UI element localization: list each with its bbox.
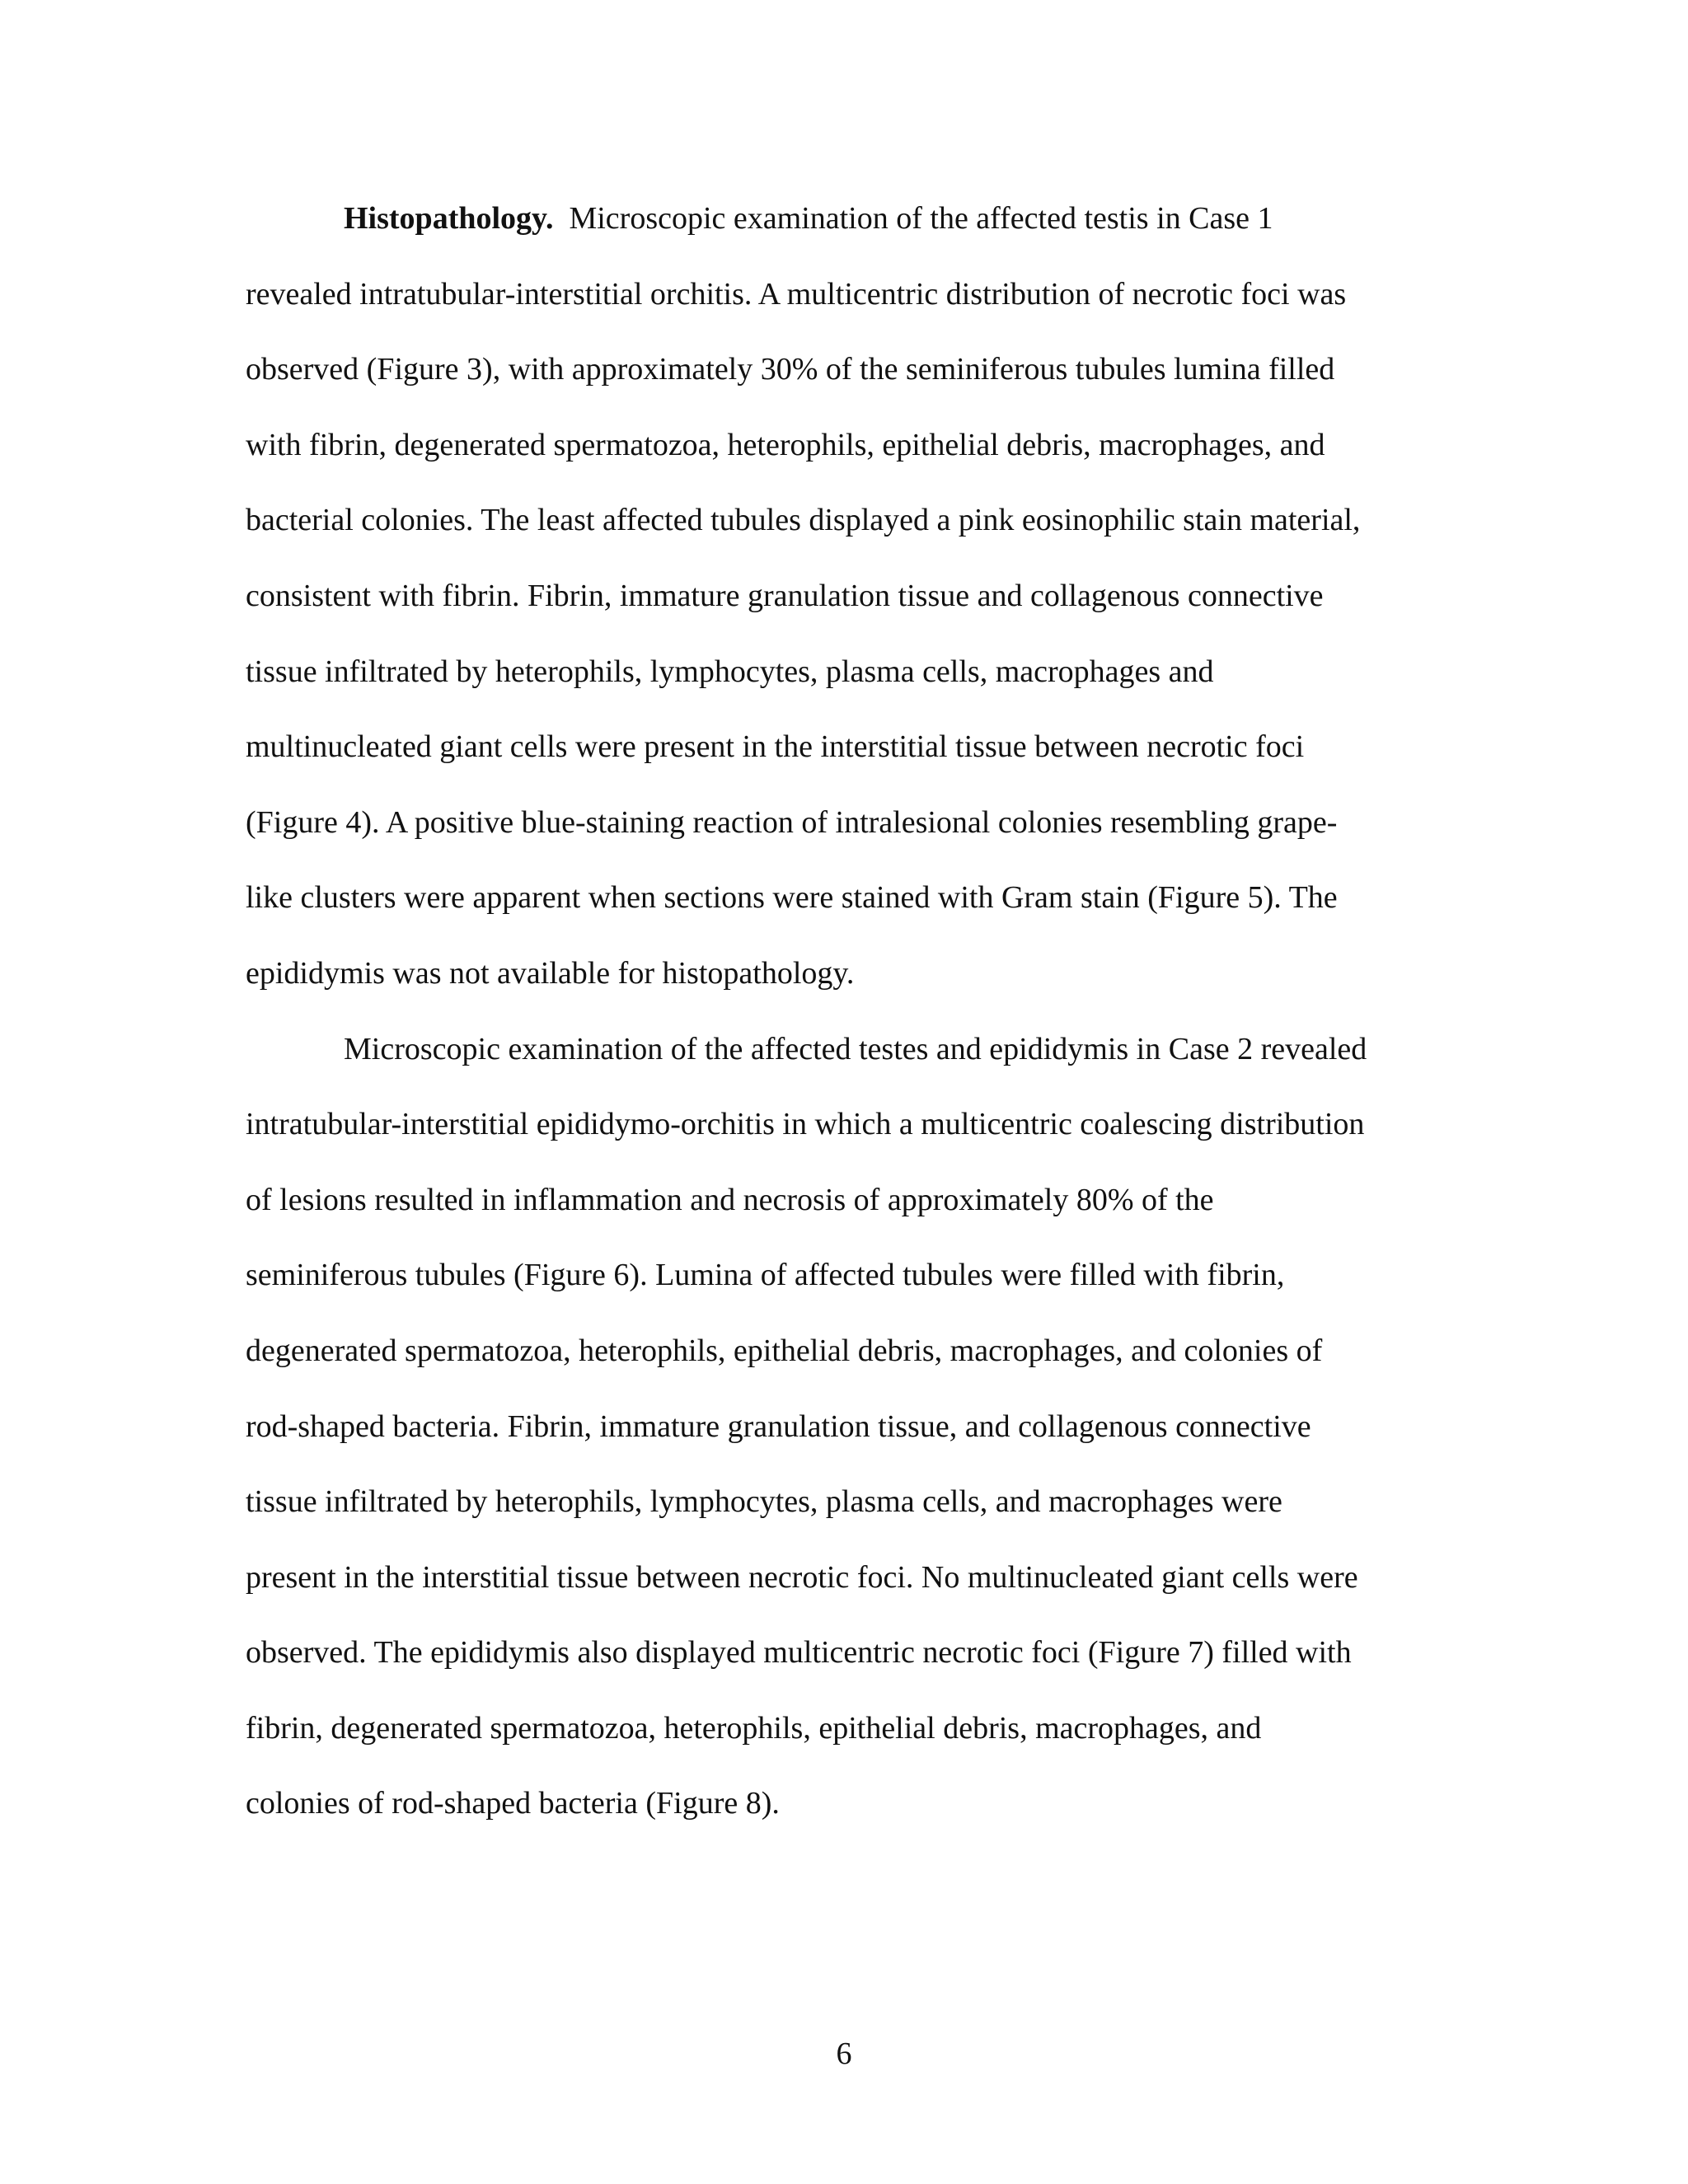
paragraph-2-line: Microscopic examination of the affected testes and epididymis in Case 2 revealed [344, 1031, 1367, 1066]
paragraph-2-line: seminiferous tubules (Figure 6). Lumina of affected tubules were filled with fibrin, [246, 1258, 1285, 1293]
paragraph-1-line: tissue infiltrated by heterophils, lymphocytes, plasma cells, macrophages and [246, 654, 1214, 689]
paragraph-2-line: observed. The epididymis also displayed multicentric necrotic foci (Figure 7) filled with [246, 1635, 1352, 1671]
paragraph-1-line: multinucleated giant cells were present in the interstitial tissue between necrotic foci [246, 729, 1305, 765]
paragraph-1-line: with fibrin, degenerated spermatozoa, heterophils, epithelial debris, macrophages, and [246, 427, 1325, 462]
section-heading: Histopathology. [344, 201, 554, 236]
paragraph-1-line: observed (Figure 3), with approximately 30% of the seminiferous tubules lumina filled [246, 352, 1335, 387]
paragraph-2-line: intratubular-interstitial epididymo-orchitis in which a multicentric coalescing distribution [246, 1107, 1365, 1142]
paragraph-2-line: rod-shaped bacteria. Fibrin, immature granulation tissue, and collagenous connective [246, 1408, 1311, 1444]
paragraph-2-line: degenerated spermatozoa, heterophils, epithelial debris, macrophages, and colonies of [246, 1333, 1323, 1368]
paragraph-1-line-1-text: Microscopic examination of the affected testis in Case 1 [569, 201, 1273, 236]
body-text [246, 192, 1442, 1853]
paragraph-1-line: like clusters were apparent when sections were stained with Gram stain (Figure 5). The [246, 880, 1338, 916]
paragraph-2-line: present in the interstitial tissue between necrotic foci. No multinucleated giant cells were [246, 1559, 1358, 1595]
paragraph-2-line: colonies of rod-shaped bacteria (Figure 8). [246, 1786, 780, 1821]
paragraph-1-line: epididymis was not available for histopathology. [246, 955, 855, 991]
paragraph-1-line: consistent with fibrin. Fibrin, immature granulation tissue and collagenous connective [246, 578, 1324, 613]
paragraph-2-line: tissue infiltrated by heterophils, lymphocytes, plasma cells, and macrophages were [246, 1484, 1282, 1520]
paragraph-1-line-1 [246, 192, 1442, 268]
paragraph-1-line: revealed intratubular-interstitial orchitis. A multicentric distribution of necrotic foci was [246, 276, 1347, 312]
paragraph-1-line: bacterial colonies. The least affected tubules displayed a pink eosinophilic stain material, [246, 503, 1361, 538]
paragraph-2-line: of lesions resulted in inflammation and necrosis of approximately 80% of the [246, 1182, 1214, 1217]
paragraph-2-line: fibrin, degenerated spermatozoa, heterophils, epithelial debris, macrophages, and [246, 1710, 1262, 1746]
page-number: 6 [836, 2036, 852, 2071]
paragraph-1-line: (Figure 4). A positive blue-staining reaction of intralesional colonies resembling grape- [246, 804, 1338, 840]
heading-spacer [553, 201, 569, 236]
